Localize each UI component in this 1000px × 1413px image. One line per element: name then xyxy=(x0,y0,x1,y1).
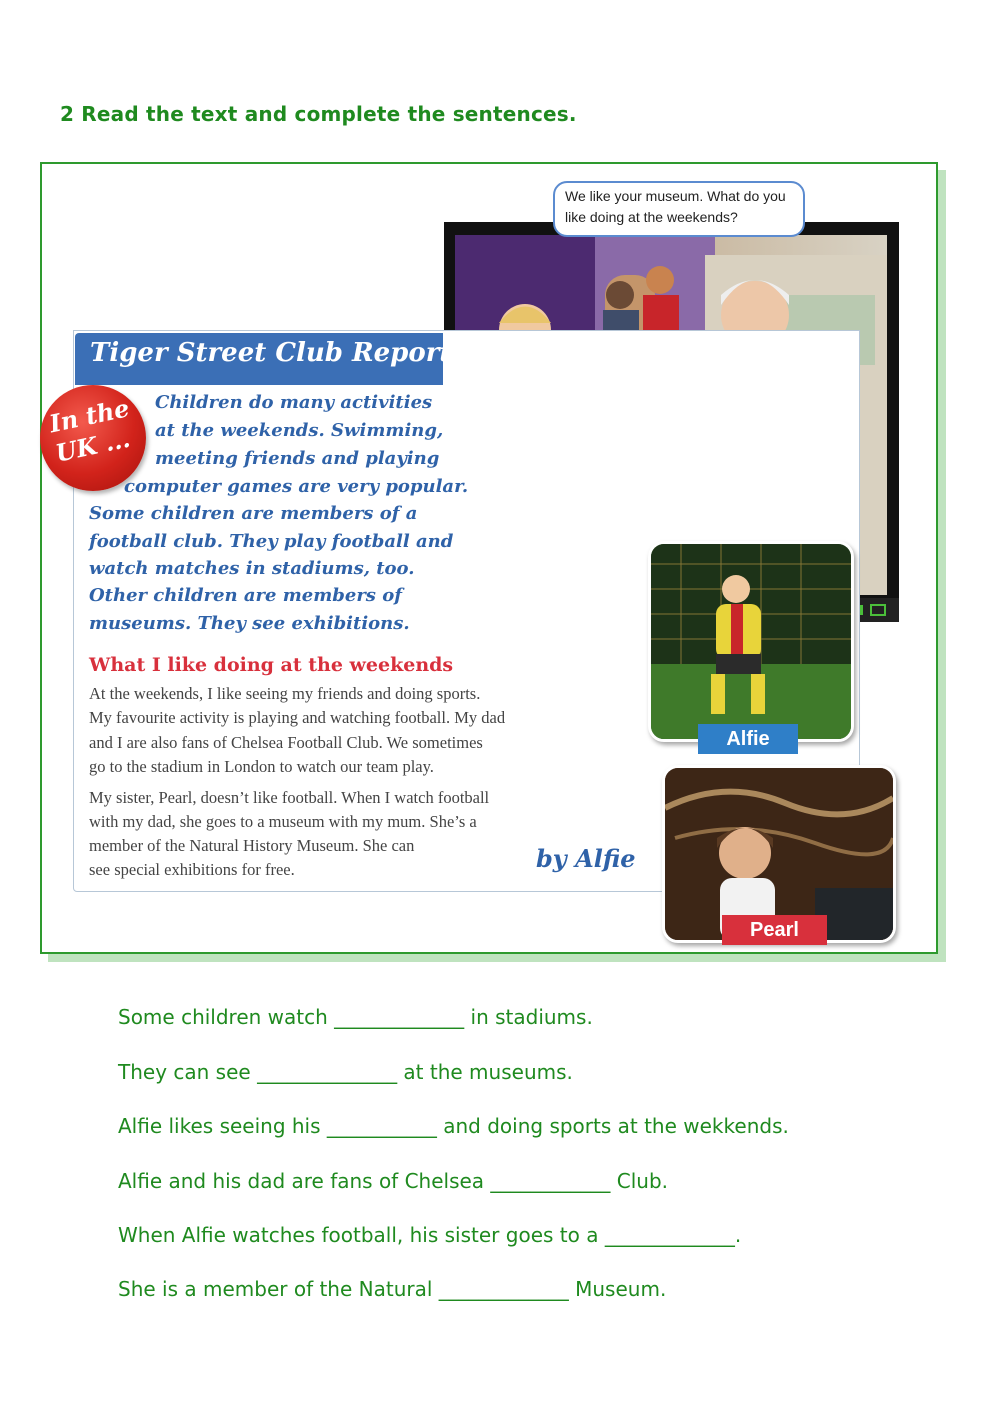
paragraph-line: member of the Natural History Museum. She can xyxy=(89,836,415,855)
uk-text-line: computer games are very popular. xyxy=(124,476,469,497)
paragraph-line: see special exhibitions for free. xyxy=(89,860,295,879)
sentence-5[interactable]: When Alfie watches football, his sister goes to a _____________. xyxy=(118,1223,742,1247)
paragraph-line: My favourite activity is playing and watching football. My dad xyxy=(89,708,506,727)
badge-text: In the UK ... xyxy=(46,393,133,468)
sentence-4[interactable]: Alfie and his dad are fans of Chelsea ____________ Club. xyxy=(118,1169,669,1193)
weekends-heading: What I like doing at the weekends xyxy=(89,654,454,676)
sentence-1[interactable]: Some children watch _____________ in stadiums. xyxy=(118,1005,593,1029)
paragraph-line: with my dad, she goes to a museum with my mum. She’s a xyxy=(89,812,477,831)
speech-bubble-text: We like your museum. What do you like doing at the weekends? xyxy=(565,188,786,225)
paragraph-line: go to the stadium in London to watch our team play. xyxy=(89,757,434,776)
paragraph-line: At the weekends, I like seeing my friends and doing sports. xyxy=(89,684,481,703)
uk-text-line: at the weekends. Swimming, xyxy=(155,420,444,441)
byline: by Alfie xyxy=(536,844,636,873)
uk-text-line: Children do many activities xyxy=(155,392,433,413)
uk-text-line: Other children are members of xyxy=(89,585,402,606)
uk-text-line: watch matches in stadiums, too. xyxy=(89,558,415,579)
alfie-football-illustration xyxy=(651,544,851,739)
uk-text-line: football club. They play football and xyxy=(89,531,454,552)
sentence-6[interactable]: She is a member of the Natural _____________ Museum. xyxy=(118,1277,667,1301)
sentence-3[interactable]: Alfie likes seeing his ___________ and doing sports at the wekkends. xyxy=(118,1114,789,1138)
paragraph-line: and I are also fans of Chelsea Football Club. We sometimes xyxy=(89,733,483,752)
paragraph-line: My sister, Pearl, doesn’t like football. When I watch football xyxy=(89,788,490,807)
report-title: Tiger Street Club Report xyxy=(90,338,452,368)
sentence-2[interactable]: They can see ______________ at the museums. xyxy=(118,1060,573,1084)
alfie-label: Alfie xyxy=(698,724,798,754)
pearl-label: Pearl xyxy=(722,915,827,945)
alfie-photo xyxy=(648,541,854,742)
uk-text-line: museums. They see exhibitions. xyxy=(89,613,410,634)
uk-text-line: meeting friends and playing xyxy=(155,448,440,469)
uk-text-line: Some children are members of a xyxy=(89,503,418,524)
instruction-heading: 2 Read the text and complete the sentences. xyxy=(60,102,577,126)
